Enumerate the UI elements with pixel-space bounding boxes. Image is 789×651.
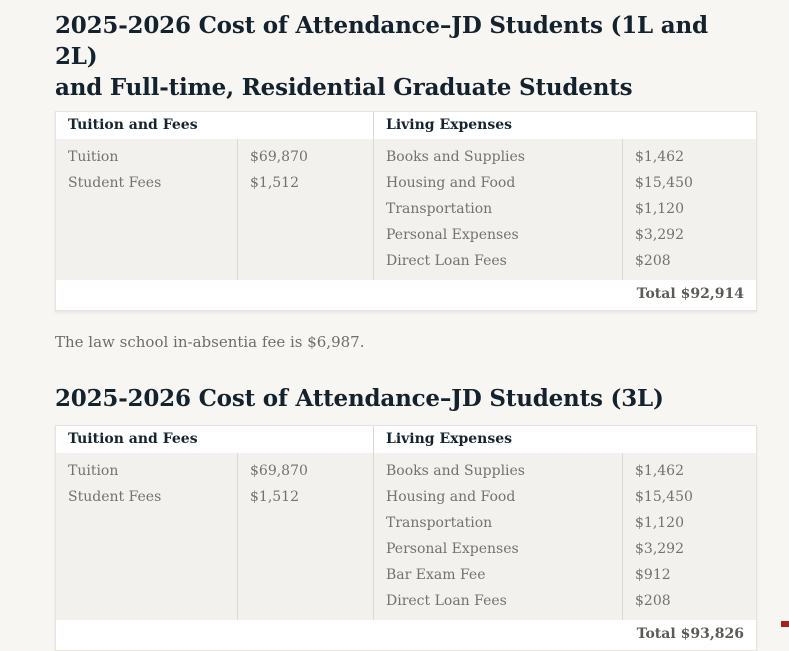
row-value: $912 [635, 567, 671, 583]
row-label: Student Fees [68, 175, 162, 191]
table1-tuition-section [56, 139, 374, 280]
row-label: Tuition [68, 463, 119, 479]
table1-tuition-values [237, 139, 373, 280]
table2-living-values [622, 453, 756, 620]
row-value: $3,292 [635, 541, 684, 557]
section1-title-line2: and Full-time, Residential Graduate Students [55, 74, 633, 101]
row-value: $1,120 [635, 201, 684, 217]
table2-living-header: Living Expenses [386, 431, 513, 447]
row-label: Transportation [386, 201, 493, 217]
table1-total-label: Total [636, 286, 676, 302]
row-value: $1,512 [250, 175, 299, 191]
section1-title [55, 10, 757, 103]
row-value: $208 [635, 593, 671, 609]
table2-tuition-header: Tuition and Fees [68, 431, 198, 447]
table2-living-section [374, 453, 756, 620]
row-value: $208 [635, 253, 671, 269]
table1-tuition-labels [56, 139, 237, 280]
table1-total-row [56, 280, 756, 310]
cost-table-3l [55, 425, 757, 651]
row-label: Personal Expenses [386, 227, 519, 243]
table2-body [56, 453, 756, 620]
row-value: $3,292 [635, 227, 684, 243]
row-label: Books and Supplies [386, 463, 525, 479]
table1-living-header: Living Expenses [386, 117, 513, 133]
row-label: Direct Loan Fees [386, 253, 507, 269]
row-label: Housing and Food [386, 175, 516, 191]
table1-living-values [622, 139, 756, 280]
table1-total-value: $92,914 [680, 286, 744, 302]
row-value: $69,870 [250, 149, 308, 165]
row-value: $1,462 [635, 149, 684, 165]
row-label: Housing and Food [386, 489, 516, 505]
row-label: Transportation [386, 515, 493, 531]
row-label: Books and Supplies [386, 149, 525, 165]
table1-tuition-header-cell [56, 112, 374, 139]
table2-living-labels [374, 453, 622, 620]
table2-total-row [56, 620, 756, 650]
table1-tuition-header: Tuition and Fees [68, 117, 198, 133]
table2-living-header-cell [374, 426, 756, 453]
row-value: $15,450 [635, 489, 693, 505]
table1-body [56, 139, 756, 280]
in-absentia-note: The law school in-absentia fee is $6,987. [55, 333, 365, 351]
table2-total-label: Total [636, 626, 676, 642]
table1-living-section [374, 139, 756, 280]
table2-header-row [56, 426, 756, 453]
row-value: $15,450 [635, 175, 693, 191]
table2-tuition-labels [56, 453, 237, 620]
table2-tuition-section [56, 453, 374, 620]
row-label: Direct Loan Fees [386, 593, 507, 609]
section1-title-line1: 2025-2026 Cost of Attendance–JD Students (1L and 2L) [55, 12, 708, 70]
row-value: $1,462 [635, 463, 684, 479]
table1-header-row [56, 112, 756, 139]
cost-table-1l-2l [55, 111, 757, 311]
row-label: Personal Expenses [386, 541, 519, 557]
row-label: Student Fees [68, 489, 162, 505]
table2-tuition-values [237, 453, 373, 620]
row-value: $69,870 [250, 463, 308, 479]
row-value: $1,512 [250, 489, 299, 505]
row-value: $1,120 [635, 515, 684, 531]
table2-total-value: $93,826 [680, 626, 744, 642]
table2-tuition-header-cell [56, 426, 374, 453]
table1-living-labels [374, 139, 622, 280]
row-label: Bar Exam Fee [386, 567, 486, 583]
partial-red-element-bottom-right [781, 621, 789, 627]
row-label: Tuition [68, 149, 119, 165]
section2-title: 2025-2026 Cost of Attendance–JD Students (3L) [55, 385, 664, 412]
table1-living-header-cell [374, 112, 756, 139]
